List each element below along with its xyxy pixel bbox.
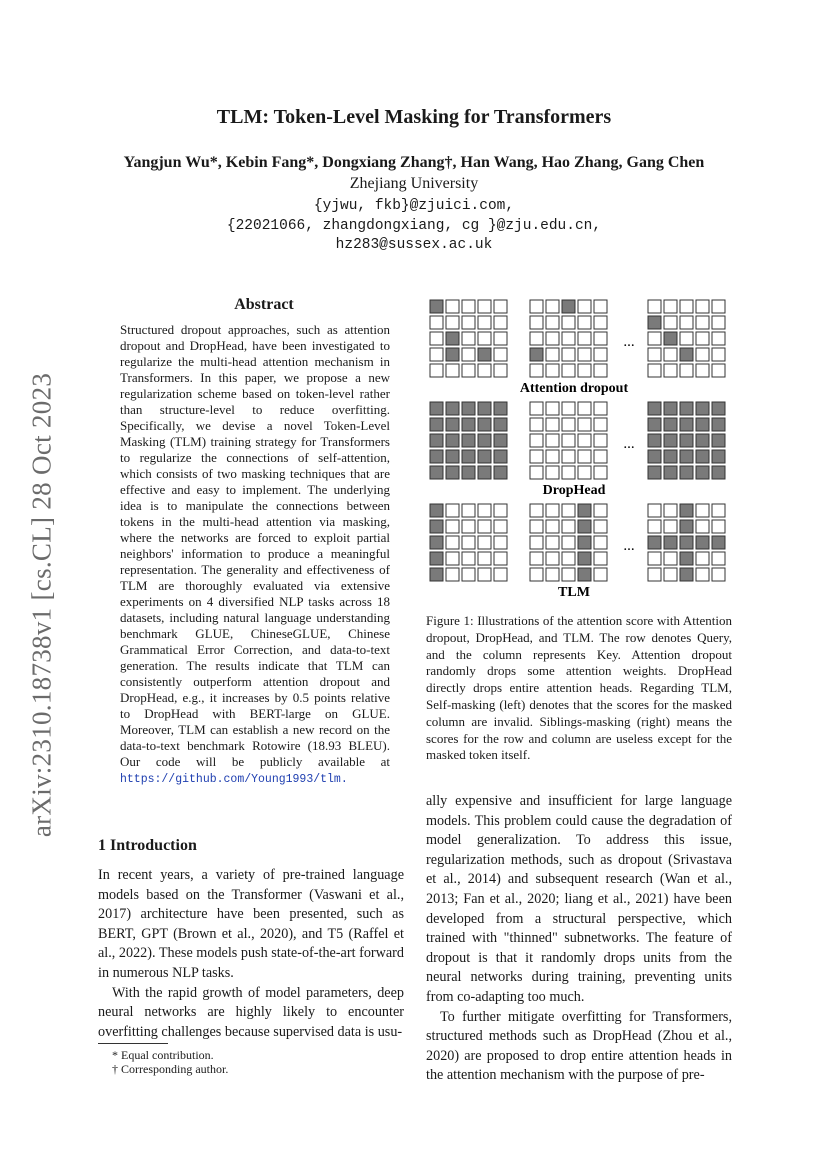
- drophead-cell: [648, 402, 661, 415]
- tlm-cell: [712, 504, 725, 517]
- attention-dropout-cell: [594, 364, 607, 377]
- tlm-cell: [696, 520, 709, 533]
- drophead-cell: [494, 434, 507, 447]
- figure-attention-masks: [424, 294, 734, 604]
- drophead-cell: [546, 434, 559, 447]
- figure-caption: Figure 1: Illustrations of the attention score with Attention dropout, DropHead, and TLM. The row denotes Query, and the column represents Key. Attention dropout randomly drops some attention weights. DropHead directly drops entire attention heads. Regarding TLM, Self-masking (left) denotes that the scores for the masked column are invalid. Siblings-masking (right) means the scores for the row and column are useless except for the masked token itself.: [426, 613, 732, 763]
- tlm-cell: [462, 536, 475, 549]
- tlm-cell: [664, 536, 677, 549]
- tlm-cell: [462, 568, 475, 581]
- tlm-cell: [478, 568, 491, 581]
- drophead-cell: [680, 402, 693, 415]
- attention-dropout-cell: [546, 348, 559, 361]
- abstract-body: [120, 322, 390, 788]
- drophead-cell: [648, 466, 661, 479]
- drophead-cell: [594, 466, 607, 479]
- tlm-cell: [594, 520, 607, 533]
- tlm-cell: [696, 536, 709, 549]
- attention-dropout-cell: [446, 316, 459, 329]
- attention-dropout-cell: [546, 316, 559, 329]
- intro-column-left: [98, 866, 404, 1042]
- attention-dropout-cell: [494, 348, 507, 361]
- intro-column-right: [426, 792, 732, 1086]
- drophead-cell: [430, 434, 443, 447]
- tlm-cell: [680, 504, 693, 517]
- tlm-cell: [430, 552, 443, 565]
- attention-dropout-cell: [712, 316, 725, 329]
- attention-dropout-cell: [446, 348, 459, 361]
- drophead-cell: [712, 402, 725, 415]
- attention-dropout-cell: [648, 332, 661, 345]
- drophead-cell: [680, 434, 693, 447]
- attention-dropout-cell: [680, 316, 693, 329]
- drophead-cell: [530, 418, 543, 431]
- tlm-cell: [446, 504, 459, 517]
- drophead-cell: [430, 466, 443, 479]
- tlm-cell: [430, 568, 443, 581]
- drophead-cell: [546, 418, 559, 431]
- drophead-cell: [664, 466, 677, 479]
- tlm-cell: [696, 552, 709, 565]
- drophead-cell: [680, 466, 693, 479]
- paper-title: TLM: Token-Level Masking for Transformers: [216, 106, 612, 128]
- drophead-cell: [562, 450, 575, 463]
- tlm-cell: [546, 568, 559, 581]
- attention-dropout-cell: [562, 364, 575, 377]
- attention-dropout-cell: [696, 348, 709, 361]
- drophead-cell: [696, 402, 709, 415]
- tlm-cell: [530, 536, 543, 549]
- section-heading-introduction: 1 Introduction: [98, 837, 197, 854]
- tlm-cell: [494, 520, 507, 533]
- attention-dropout-cell: [578, 348, 591, 361]
- attention-dropout-cell: [430, 332, 443, 345]
- attention-dropout-cell: [664, 364, 677, 377]
- attention-dropout-cell: [530, 332, 543, 345]
- attention-dropout-cell: [578, 364, 591, 377]
- drophead-cell: [664, 450, 677, 463]
- author-list: Yangjun Wu*, Kebin Fang*, Dongxiang Zhang†, Han Wang, Hao Zhang, Gang Chen: [123, 154, 705, 171]
- tlm-cell: [680, 536, 693, 549]
- attention-dropout-cell: [578, 316, 591, 329]
- drophead-cell: [562, 466, 575, 479]
- attention-dropout-cell: [648, 316, 661, 329]
- attention-dropout-cell: [478, 316, 491, 329]
- tlm-cell: [478, 504, 491, 517]
- attention-dropout-cell: [478, 300, 491, 313]
- tlm-cell: [594, 536, 607, 549]
- drophead-cell: [578, 434, 591, 447]
- drophead-cell: [562, 402, 575, 415]
- tlm-cell: [664, 568, 677, 581]
- drophead-cell: [578, 418, 591, 431]
- attention-dropout-cell: [446, 300, 459, 313]
- attention-dropout-cell: [546, 300, 559, 313]
- email-line-1: {yjwu, fkb}@zjuici.com,: [313, 198, 515, 214]
- attention-dropout-cell: [664, 332, 677, 345]
- tlm-cell: [430, 504, 443, 517]
- arxiv-stamp: arXiv:2310.18738v1 [cs.CL] 28 Oct 2023: [26, 372, 57, 838]
- drophead-cell: [430, 450, 443, 463]
- drophead-cell: [494, 402, 507, 415]
- drophead-cell: [578, 450, 591, 463]
- tlm-cell: [562, 568, 575, 581]
- attention-dropout-cell: [562, 300, 575, 313]
- tlm-cell: [712, 536, 725, 549]
- attention-dropout-cell: [712, 348, 725, 361]
- drophead-cell: [712, 450, 725, 463]
- attention-dropout-cell: [478, 332, 491, 345]
- attention-dropout-cell: [664, 316, 677, 329]
- tlm-cell: [712, 520, 725, 533]
- drophead-cell: [696, 466, 709, 479]
- attention-dropout-cell: [712, 364, 725, 377]
- drophead-cell: [530, 402, 543, 415]
- attention-dropout-cell: [462, 348, 475, 361]
- drophead-cell: [546, 402, 559, 415]
- drophead-cell: [648, 434, 661, 447]
- drophead-cell: [648, 418, 661, 431]
- attention-dropout-cell: [562, 348, 575, 361]
- intro-paragraph-3: ally expensive and insufficient for large language models. This problem could cause the degradation of model generalization. To address this issue, regularization methods, such as dropout (Srivastava et al., 2014) and subsequent research (Wan et al., 2013; Fan et al., 2020; liang et al., 2021) have been developed from a structural perspective, which trained with "thinned" subnetworks. The feature of dropout is that it randomly drops units from the neural networks during training, preventing units from co-adapting too much.: [426, 793, 732, 1005]
- drophead-cell: [594, 418, 607, 431]
- tlm-cell: [462, 504, 475, 517]
- tlm-cell: [494, 552, 507, 565]
- drophead-cell: [680, 450, 693, 463]
- tlm-cell: [562, 520, 575, 533]
- attention-dropout-cell: [648, 348, 661, 361]
- attention-dropout-cell: [462, 300, 475, 313]
- attention-dropout-cell: [680, 364, 693, 377]
- attention-dropout-cell: [680, 348, 693, 361]
- drophead-cell: [648, 450, 661, 463]
- drophead-cell: [530, 450, 543, 463]
- attention-dropout-cell: [494, 332, 507, 345]
- tlm-cell: [530, 568, 543, 581]
- attention-dropout-cell: [680, 300, 693, 313]
- tlm-cell: [478, 552, 491, 565]
- attention-dropout-cell: [594, 300, 607, 313]
- code-link[interactable]: https://github.com/Young1993/tlm.: [120, 773, 348, 786]
- tlm-cell: [530, 552, 543, 565]
- tlm-cell: [680, 568, 693, 581]
- drophead-cell: [446, 418, 459, 431]
- tlm-cell: [664, 552, 677, 565]
- drophead-cell: [696, 434, 709, 447]
- drophead-cell: [494, 450, 507, 463]
- drophead-cell: [562, 434, 575, 447]
- drophead-cell: [430, 418, 443, 431]
- tlm-cell: [594, 552, 607, 565]
- attention-dropout-cell: [562, 316, 575, 329]
- drophead-cell: [494, 466, 507, 479]
- affiliation: Zhejiang University: [349, 175, 479, 192]
- attention-dropout-cell: [494, 364, 507, 377]
- tlm-cell: [648, 520, 661, 533]
- tlm-cell: [594, 568, 607, 581]
- attention-dropout-cell: [494, 316, 507, 329]
- attention-dropout-cell: [594, 348, 607, 361]
- tlm-cell: [546, 552, 559, 565]
- attention-dropout-cell: [712, 332, 725, 345]
- tlm-cell: [712, 552, 725, 565]
- attention-dropout-cell: [478, 348, 491, 361]
- tlm-cell: [712, 568, 725, 581]
- tlm-cell: [664, 504, 677, 517]
- drophead-cell: [712, 466, 725, 479]
- attention-dropout-cell: [462, 332, 475, 345]
- drophead-cell: [494, 418, 507, 431]
- email-line-3: hz283@sussex.ac.uk: [335, 237, 493, 253]
- drophead-cell: [594, 402, 607, 415]
- tlm-cell: [446, 552, 459, 565]
- drophead-cell: [664, 434, 677, 447]
- attention-dropout-cell: [494, 300, 507, 313]
- attention-dropout-cell: [562, 332, 575, 345]
- intro-paragraph-1: In recent years, a variety of pre-trained language models based on the Transformer (Vaswani et al., 2017) architecture have been presented, such as BERT, GPT (Brown et al., 2020), and T5 (Raffel et al., 2022). These models push state-of-the-art forward in numerous NLP tasks.: [98, 867, 404, 981]
- tlm-cell: [462, 520, 475, 533]
- drophead-cell: [478, 418, 491, 431]
- drophead-cell: [594, 434, 607, 447]
- tlm-cell: [446, 568, 459, 581]
- tlm-cell: [696, 504, 709, 517]
- attention-dropout-cell: [462, 364, 475, 377]
- tlm-cell: [578, 536, 591, 549]
- tlm-cell: [680, 520, 693, 533]
- attention-dropout-cell: [430, 364, 443, 377]
- drophead-cell: [478, 402, 491, 415]
- attention-dropout-cell: [578, 300, 591, 313]
- tlm-cell: [648, 552, 661, 565]
- footnote-equal-contribution: * Equal contribution.: [112, 1048, 214, 1062]
- tlm-cell: [594, 504, 607, 517]
- attention-dropout-cell: [430, 316, 443, 329]
- intro-paragraph-2: With the rapid growth of model parameters, deep neural networks are highly likely to encounter overfitting challenges because supervised data is usu-: [98, 984, 404, 1040]
- tlm-cell: [578, 568, 591, 581]
- attention-dropout-cell: [446, 332, 459, 345]
- drophead-cell: [446, 450, 459, 463]
- attention-dropout-cell: [696, 316, 709, 329]
- attention-dropout-cell: [478, 364, 491, 377]
- attention-dropout-cell: [664, 300, 677, 313]
- attention-dropout-cell: [696, 332, 709, 345]
- footnote-corresponding: † Corresponding author.: [112, 1062, 229, 1076]
- drophead-cell: [478, 466, 491, 479]
- tlm-cell: [494, 536, 507, 549]
- footnote-rule: [98, 1043, 168, 1044]
- drophead-cell: [712, 434, 725, 447]
- tlm-cell: [494, 504, 507, 517]
- attention-dropout-cell: [446, 364, 459, 377]
- attention-dropout-cell: [648, 300, 661, 313]
- drophead-cell: [478, 434, 491, 447]
- tlm-cell: [546, 536, 559, 549]
- attention-dropout-cell: [664, 348, 677, 361]
- attention-dropout-cell: [594, 316, 607, 329]
- attention-dropout-cell: [680, 332, 693, 345]
- tlm-cell: [546, 504, 559, 517]
- drophead-cell: [578, 466, 591, 479]
- drophead-cell: [462, 450, 475, 463]
- drophead-cell: [462, 402, 475, 415]
- tlm-cell: [648, 568, 661, 581]
- drophead-cell: [462, 418, 475, 431]
- attention-dropout-cell: [546, 332, 559, 345]
- attention-dropout-cell: [594, 332, 607, 345]
- arxiv-sidebar: [22, 360, 62, 850]
- attention-dropout-cell: [430, 300, 443, 313]
- tlm-cell: [680, 552, 693, 565]
- tlm-cell: [494, 568, 507, 581]
- drophead-cell: [430, 402, 443, 415]
- drophead-cell: [594, 450, 607, 463]
- drophead-ellipsis: ...: [623, 436, 635, 452]
- tlm-cell: [578, 520, 591, 533]
- drophead-cell: [664, 402, 677, 415]
- tlm-label: TLM: [558, 585, 590, 600]
- attention-dropout-cell: [712, 300, 725, 313]
- drophead-cell: [462, 466, 475, 479]
- tlm-cell: [446, 536, 459, 549]
- abstract-text: Structured dropout approaches, such as attention dropout and DropHead, have been investigated to regularize the multi-head attention mechanism in Transformers. In this paper, we propose a new regularization scheme based on token-level rather than structure-level to reduce overfitting. Specifically, we devise a novel Token-Level Masking (TLM) training strategy for Transformers to regularize the connections of self-attention, which consists of two masking techniques that are effective and easy to implement. The underlying idea is to manipulate the connections between tokens in the multi-head attention via masking, where the networks are forced to exploit partial neighbors' information to produce a meaningful representation. The generality and effectiveness of TLM are thoroughly evaluated via extensive experiments on 4 diversified NLP tasks across 18 datasets, including natural language understanding benchmark GLUE, ChineseGLUE, Chinese Grammatical Error Correction, and data-to-text generation. The results indicate that TLM can consistently outperform attention dropout and DropHead, e.g., it increases by 0.5 points relative to DropHead with BERT-large on GLUE. Moreover, TLM can establish a new record on the data-to-text benchmark Rotowire (18.93 BLEU). Our code will be publicly available at: [120, 322, 390, 769]
- tlm-cell: [530, 520, 543, 533]
- drophead-cell: [446, 402, 459, 415]
- attention-dropout-cell: [546, 364, 559, 377]
- abstract-heading: Abstract: [234, 296, 294, 313]
- tlm-cell: [578, 552, 591, 565]
- drophead-cell: [446, 434, 459, 447]
- tlm-cell: [562, 536, 575, 549]
- drophead-cell: [712, 418, 725, 431]
- tlm-cell: [648, 504, 661, 517]
- tlm-cell: [696, 568, 709, 581]
- intro-paragraph-4: To further mitigate overfitting for Transformers, structured methods such as DropHead (Zhou et al., 2020) are proposed to drop entire attention heads in the attention mechanism with the purpose of pre-: [426, 1008, 732, 1084]
- drophead-cell: [696, 418, 709, 431]
- attention-dropout-cell: [530, 316, 543, 329]
- drophead-cell: [546, 466, 559, 479]
- drophead-cell: [696, 450, 709, 463]
- attention-dropout-cell: [578, 332, 591, 345]
- tlm-cell: [546, 520, 559, 533]
- drophead-cell: [680, 418, 693, 431]
- attention-dropout-cell: [430, 348, 443, 361]
- tlm-cell: [446, 520, 459, 533]
- drophead-cell: [530, 434, 543, 447]
- drophead-cell: [446, 466, 459, 479]
- tlm-cell: [648, 536, 661, 549]
- attention-dropout-cell: [648, 364, 661, 377]
- attention-dropout-cell: [530, 348, 543, 361]
- tlm-cell: [578, 504, 591, 517]
- tlm-cell: [664, 520, 677, 533]
- attention-dropout-label: Attention dropout: [519, 381, 629, 396]
- drophead-cell: [530, 466, 543, 479]
- drophead-cell: [664, 418, 677, 431]
- tlm-cell: [562, 504, 575, 517]
- tlm-ellipsis: ...: [623, 538, 635, 554]
- drophead-label: DropHead: [542, 483, 606, 498]
- figure-svg: [424, 294, 734, 604]
- drophead-cell: [478, 450, 491, 463]
- tlm-cell: [530, 504, 543, 517]
- tlm-cell: [562, 552, 575, 565]
- drophead-cell: [562, 418, 575, 431]
- drophead-cell: [546, 450, 559, 463]
- attention-dropout-cell: [530, 300, 543, 313]
- tlm-cell: [478, 536, 491, 549]
- tlm-cell: [430, 536, 443, 549]
- attention-dropout-cell: [696, 364, 709, 377]
- attention-dropout-cell: [462, 316, 475, 329]
- tlm-cell: [430, 520, 443, 533]
- attention-dropout-ellipsis: ...: [623, 334, 635, 350]
- attention-dropout-cell: [530, 364, 543, 377]
- drophead-cell: [462, 434, 475, 447]
- tlm-cell: [462, 552, 475, 565]
- drophead-cell: [578, 402, 591, 415]
- email-line-2: {22021066, zhangdongxiang, cg }@zju.edu.cn,: [226, 218, 602, 234]
- tlm-cell: [478, 520, 491, 533]
- attention-dropout-cell: [696, 300, 709, 313]
